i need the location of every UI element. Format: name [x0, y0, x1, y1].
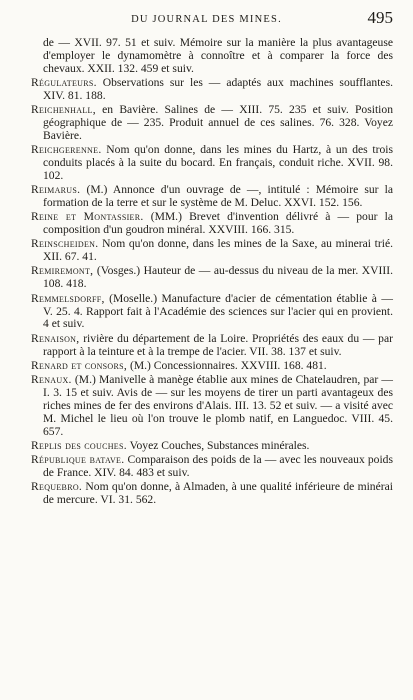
entry-text: Comparaison des poids de la — avec les nouveaux poids de France. XIV. 84. 483 et suiv.: [43, 452, 393, 479]
entry-headword: Reinscheiden.: [31, 237, 99, 251]
index-entry-continuation: [31, 37, 393, 76]
index-entry-reinscheiden: [31, 238, 393, 264]
entry-headword: Remmelsdorff,: [31, 291, 105, 305]
entry-headword: Remiremont,: [31, 264, 94, 278]
index-entry-requebro: [31, 481, 393, 507]
entry-text: de — XVII. 97. 51 et suiv. Mémoire sur la manière la plus avantageuse d'employer le dynamomètre à connoître et à comparer la force des chevaux. XXII. 132. 459 et suiv.: [43, 36, 393, 75]
entry-text: (M.) Annonce d'un ouvrage de —, intitulé : Mémoire sur la formation de la terre et sur le système de M. Deluc. XXVI. 152. 156.: [43, 183, 393, 210]
index-entry-reichenhall: [31, 104, 393, 143]
entry-text: (MM.) Brevet d'invention délivré à — pour la composition d'un goudron minéral. XXVIII. 166. 315.: [43, 210, 393, 237]
entry-text: Observations sur les — adaptés aux machines soufflantes. XIV. 81. 188.: [43, 76, 393, 102]
entry-text: Nom qu'on donne, dans les mines du Hartz, à un des trois conduits placés à la suite du bocard. En français, conduit riche. XVII. 98. 102.: [43, 143, 393, 182]
index-entry-replis: [31, 440, 393, 453]
entry-text: Voyez Couches, Substances minérales.: [129, 438, 310, 452]
entry-text: Nom qu'on donne, à Almaden, à une qualité inférieure de minérai de mercure. VI. 31. 562.: [43, 480, 393, 506]
page-number: 495: [367, 8, 393, 27]
index-entry-regulateurs: [31, 77, 393, 103]
index-entry-reine: [31, 211, 393, 237]
entry-text: Nom qu'on donne, dans les mines de la Saxe, au minerai trié. XII. 67. 41.: [43, 237, 393, 264]
entry-headword: Requebro.: [31, 480, 83, 494]
index-entry-republique: [31, 454, 393, 480]
running-head: [0, 6, 413, 30]
entry-headword: Reine et Montassier.: [31, 210, 144, 224]
index-entry-reimarus: [31, 184, 393, 210]
entry-headword: République batave.: [31, 452, 125, 466]
entry-headword: Renaux.: [31, 372, 72, 386]
entry-headword: Replis des couches.: [31, 438, 127, 452]
index-entry-renaison: [31, 333, 393, 359]
running-head-title: DU JOURNAL DES MINES.: [131, 14, 282, 25]
index-entry-renaux: [31, 374, 393, 439]
entry-headword: Reimarus.: [31, 183, 81, 197]
entry-text: en Bavière. Salines de — XIII. 75. 235 et suiv. Position géographique de — 235. Produit annuel de ces salines. 76. 328. Voyez Bavière.: [43, 103, 393, 142]
entry-headword: Reichgerenne.: [31, 143, 102, 157]
entry-text: (Moselle.) Manufacture d'acier de cémentation établie à — V. 25. 4. Rapport fait à l'Académie des sciences sur l'acier qui en provient. 4 et suiv.: [43, 291, 393, 331]
entry-text: rivière du département de la Loire. Propriétés des eaux du — par rapport à la teinture et à la trempe de l'acier. VII. 38. 137 et suiv.: [43, 331, 393, 358]
entry-headword: Reichenhall,: [31, 103, 96, 117]
index-entry-remiremont: [31, 265, 393, 291]
index-entry-remmelsdorff: [31, 293, 393, 332]
entry-headword: Renaison,: [31, 331, 80, 345]
index-entry-renard: [31, 360, 393, 373]
entry-headword: Renard et consors,: [31, 358, 128, 372]
entry-text: (M.) Concessionnaires. XXVIII. 168. 481.: [129, 358, 327, 372]
index-entry-reichgerenne: [31, 144, 393, 183]
entry-text: (Vosges.) Hauteur de — au-dessus du niveau de la mer. XVIII. 108. 418.: [43, 264, 393, 291]
entry-headword: Régulateurs.: [31, 76, 97, 90]
entry-text: (M.) Manivelle à manège établie aux mines de Chatelaudren, par — I. 3. 15 et suiv. Avis de — sur les moyens de tirer un parti avantageux des riches mines de fer des environs d'Alais. III. 13. 52 et suiv. — a visité avec M. Michel le lieu où l'on trouve le plomb natif, en Languedoc. VIII. 45. 657.: [43, 372, 393, 438]
index-column: [31, 37, 393, 508]
